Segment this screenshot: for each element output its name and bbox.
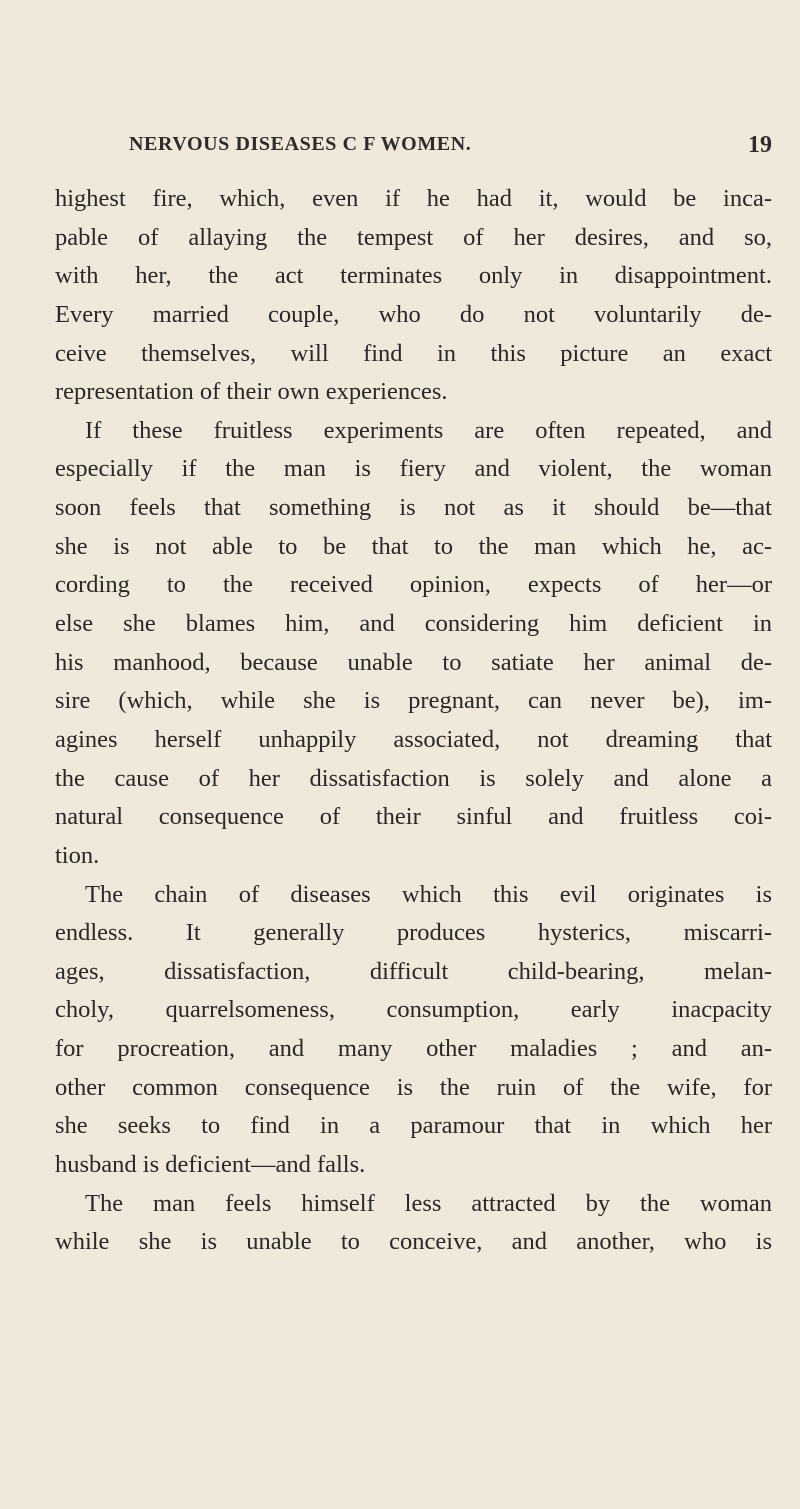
page-number: 19 — [748, 132, 772, 158]
running-title: NERVOUS DISEASES C F WOMEN. — [129, 133, 472, 155]
body-text — [55, 180, 772, 1262]
text-line: endless. It generally produces hysterics, miscarri- — [55, 919, 772, 947]
text-line: choly, quarrelsomeness, consumption, early inacpacity — [55, 996, 772, 1024]
text-line: soon feels that something is not as it should be—that — [55, 494, 772, 522]
text-line: husband is deficient—and falls. — [55, 1151, 366, 1179]
text-line: ages, dissatisfaction, difficult child-bearing, melan- — [55, 957, 772, 985]
text-line: for procreation, and many other maladies ; and an- — [55, 1035, 772, 1063]
text-line: Every married couple, who do not voluntarily de- — [55, 300, 772, 328]
text-line: pable of allaying the tempest of her desires, and so, — [55, 223, 772, 251]
text-line: ceive themselves, will find in this picture an exact — [55, 339, 772, 367]
text-line: sire (which, while she is pregnant, can never be), im- — [55, 687, 772, 715]
text-line: natural consequence of their sinful and fruitless coi- — [55, 803, 772, 831]
text-line: tion. — [55, 841, 100, 869]
text-line: other common consequence is the ruin of the wife, for — [55, 1073, 772, 1101]
text-line: If these fruitless experiments are often repeated, and — [85, 416, 772, 444]
text-line: his manhood, because unable to satiate her animal de- — [55, 648, 772, 676]
text-line: especially if the man is fiery and violent, the woman — [55, 455, 772, 483]
text-line: else she blames him, and considering him deficient in — [55, 610, 772, 638]
text-line: representation of their own experiences. — [55, 378, 448, 406]
text-line: agines herself unhappily associated, not dreaming that — [55, 725, 772, 753]
text-line: The chain of diseases which this evil originates is — [85, 880, 772, 908]
text-line: with her, the act terminates only in disappointment. — [55, 262, 772, 290]
text-line: she is not able to be that to the man which he, ac- — [55, 532, 772, 560]
text-line: cording to the received opinion, expects of her—or — [55, 571, 772, 599]
text-line: she seeks to find in a paramour that in which her — [55, 1112, 772, 1140]
text-line: the cause of her dissatisfaction is solely and alone a — [55, 764, 772, 792]
text-line: highest fire, which, even if he had it, would be inca- — [55, 185, 772, 212]
page-header — [55, 133, 772, 169]
text-line: while she is unable to conceive, and another, who is — [55, 1228, 772, 1256]
text-line: The man feels himself less attracted by the woman — [85, 1189, 772, 1217]
